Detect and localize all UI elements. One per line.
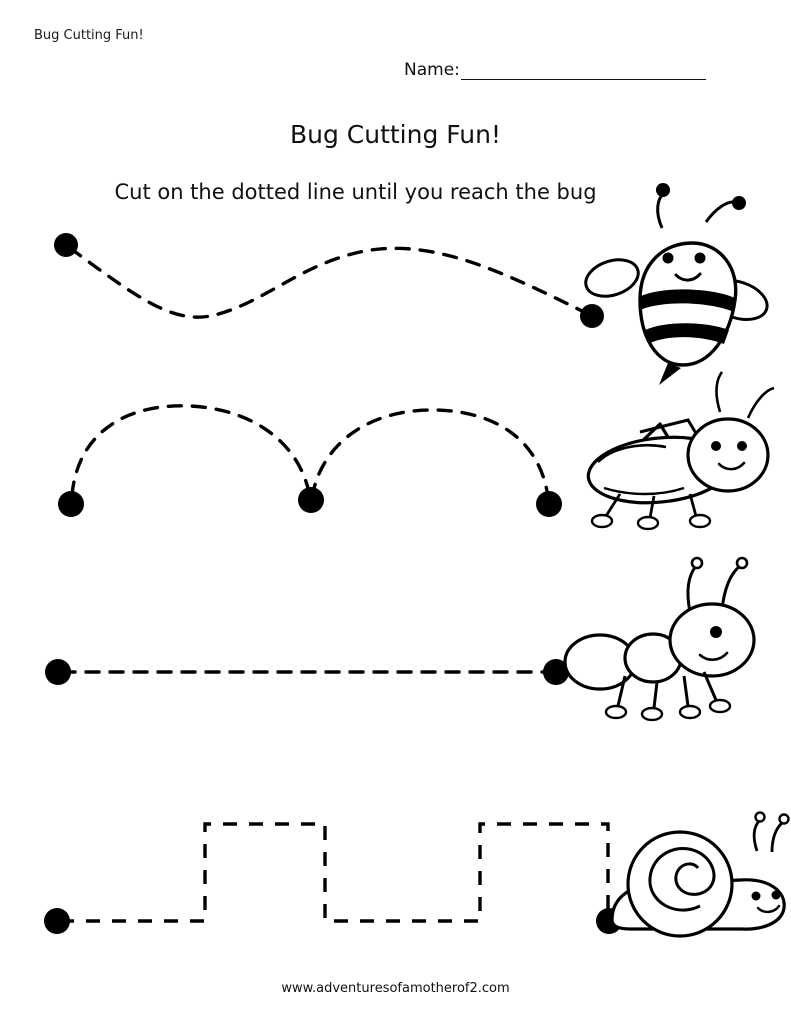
start-dot-ant: [45, 659, 71, 685]
start-dot-grasshopper: [58, 491, 84, 517]
snail-illustration: [612, 813, 789, 937]
row-ant: [45, 558, 754, 720]
cut-line-bee: [70, 248, 590, 317]
footer-credit: www.adventuresofamotherof2.com: [281, 981, 510, 996]
cut-line-grasshopper-2: [312, 410, 548, 497]
worksheet-header-tag: Bug Cutting Fun!: [34, 28, 144, 43]
start-dot-bee: [54, 233, 78, 257]
grasshopper-illustration: [585, 372, 774, 529]
end-dot-snail: [596, 908, 622, 934]
cut-line-grasshopper-1: [72, 406, 310, 497]
end-dot-ant: [543, 659, 569, 685]
ant-illustration: [565, 558, 754, 720]
name-field-row: [404, 60, 706, 80]
instruction-text: Cut on the dotted line until you reach the bug: [114, 180, 597, 204]
row-grasshopper: [58, 372, 774, 529]
name-label: Name:: [404, 60, 460, 80]
page-title: Bug Cutting Fun!: [289, 120, 502, 149]
row-bee: [54, 183, 772, 385]
bee-illustration: [581, 183, 772, 385]
cut-line-snail: [60, 824, 608, 921]
end-dot-grasshopper: [536, 491, 562, 517]
start-dot-snail: [44, 908, 70, 934]
end-dot-bee: [580, 304, 604, 328]
row-snail: [44, 813, 789, 937]
name-input-blank[interactable]: [461, 63, 706, 80]
mid-dot-grasshopper: [298, 487, 324, 513]
